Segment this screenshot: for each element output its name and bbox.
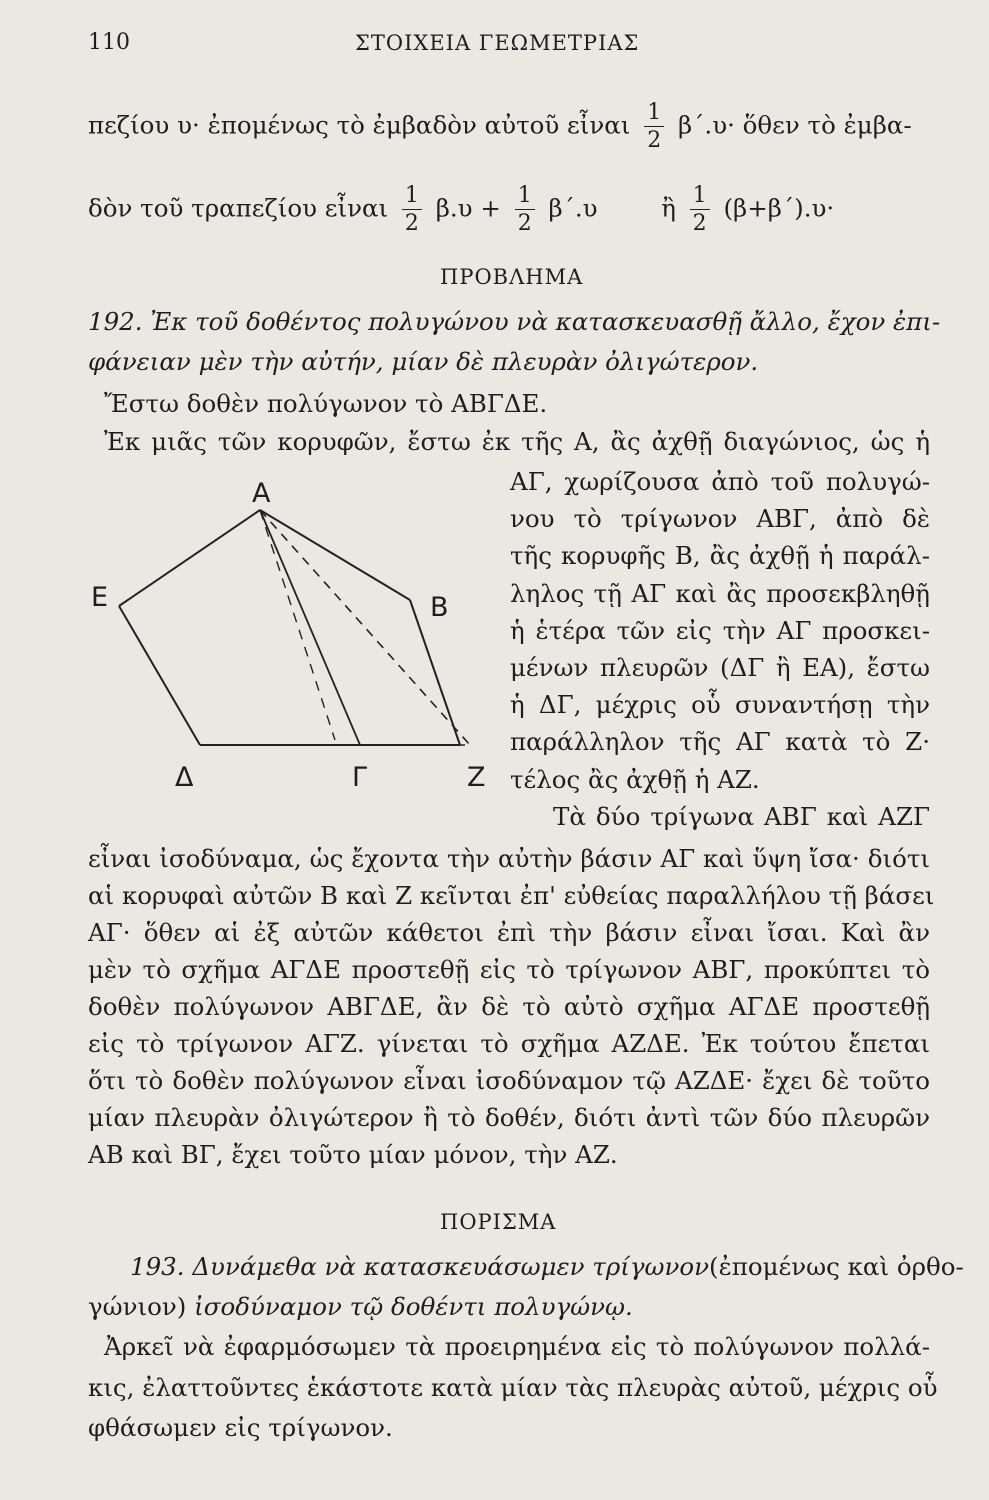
side-text-line: τῆς κορυφῆς Β, ἂς ἀχθῇ ἡ παράλ- [510,541,930,571]
side-ea [119,510,260,606]
corollary-body-line-2: κις, ἐλαττοῦντες ἑκάστοτε κατὰ μίαν τὰς πλευρὰς αὐτοῦ, μέχρις οὗ [88,1373,938,1402]
intro-line-2 [88,185,930,235]
intro-text: β.υ + [435,193,501,223]
intro-text: (β+β΄).υ· [723,193,835,223]
label-a: Α [252,478,271,509]
side-text-line: ἡ ΔΓ, μέχρις οὗ συναντήσῃ τὴν [510,690,930,720]
intro-line-1 [88,102,930,152]
problem-number: 192. [88,307,143,336]
fraction-numerator: 1 [644,102,664,127]
label-b: Β [430,592,449,623]
problem-heading: ΠΡΟΒΛΗΜΑ [440,265,584,289]
fraction [515,185,535,235]
given-line: Ἔστω δοθὲν πολύγωνον τὸ ΑΒΓΔΕ. [104,389,548,418]
fraction-numerator: 1 [515,185,535,210]
proof-line: μὲν τὸ σχῆμα ΑΓΔΕ προστεθῇ εἰς τὸ τρίγωνον ΑΒΓ, προκύπτει τὸ [88,955,930,984]
proof-line: ΑΓ· ὅθεν αἱ ἐξ αὐτῶν κάθετοι ἐπὶ τὴν βάσιν εἶναι ἴσαι. Καὶ ἂν [88,918,930,947]
side-text-line: τέλος ἂς ἀχθῇ ἡ ΑΖ. [510,764,760,794]
side-text-indented: Τὰ δύο τρίγωνα ΑΒΓ καὶ ΑΖΓ [553,801,930,831]
side-text-line: ΑΓ, χωρίζουσα ἀπὸ τοῦ πολυγώ- [510,467,930,496]
side-text-line: μένων πλευρῶν (ΔΓ ἢ ΕΑ), ἔστω [510,653,930,682]
intro-text: ἢ [661,193,676,223]
proof-line: εἰς τὸ τρίγωνον ΑΓΖ. γίνεται τὸ σχῆμα ΑΖΔΕ. Ἐκ τούτου ἔπεται [88,1029,930,1058]
fraction [644,102,664,152]
pentagon-figure [85,478,485,798]
diagonal-ag [260,510,360,745]
fraction-numerator: 1 [402,185,422,210]
side-ab [260,510,410,600]
problem-statement: Ἐκ τοῦ δοθέντος πολυγώνου νὰ κατασκευασθῇ ἄλλο, ἔχον ἐπι- [150,307,941,336]
intro-text: δὸν τοῦ τραπεζίου εἶναι [88,193,389,223]
corollary-statement-tail: (ἐπομένως καὶ ὀρθο- [709,1252,964,1281]
segment-a-d [260,510,335,740]
problem-statement-line-2: φάνειαν μὲν τὴν αὐτήν, μίαν δὲ πλευρὰν ὀλιγώτερον. [88,347,759,376]
corollary-statement-line-2 [88,1292,930,1321]
proof-line: εἶναι ἰσοδύναμα, ὡς ἔχοντα τὴν αὐτὴν βάσιν ΑΓ καὶ ὕψη ἴσα· διότι [88,844,930,873]
fraction-numerator: 1 [690,185,710,210]
fraction [690,185,710,235]
corollary-body-line-3: φθάσωμεν εἰς τρίγωνον. [88,1413,393,1442]
side-text-line: ληλος τῇ ΑΓ καὶ ἂς προσεκβληθῇ [510,578,930,608]
problem-statement-line-1 [88,307,941,336]
fraction-denominator: 2 [692,211,707,236]
segment-az [260,510,470,745]
fraction-denominator: 2 [647,128,662,153]
running-title: ΣΤΟΙΧΕΙΑ ΓΕΩΜΕΤΡΙΑΣ [355,31,640,55]
fraction-denominator: 2 [404,211,419,236]
intro-text: β΄.υ [548,193,598,223]
proof-line: αἱ κορυφαὶ αὐτῶν Β καὶ Ζ κεῖνται ἐπ' εὐθείας παραλλήλου τῇ βάσει [88,881,935,910]
side-text-line: νου τὸ τρίγωνον ΑΒΓ, ἀπὸ δὲ [510,504,930,534]
proof-last-line: ΑΒ καὶ ΒΓ, ἔχει τοῦτο μίαν μόνον, τὴν ΑΖ. [88,1140,618,1169]
page-number: 110 [88,30,130,55]
label-g: Γ [352,762,368,793]
label-d: Δ [175,762,194,793]
corollary-heading: ΠΟΡΙΣΜΑ [440,1210,557,1234]
corollary-statement-upright: γώνιον) [88,1292,187,1321]
proof-line: ὅτι τὸ δοθὲν πολύγωνον εἶναι ἰσοδύναμον τῷ ΑΖΔΕ· ἔχει δὲ τοῦτο [88,1066,930,1095]
fraction [402,185,422,235]
side-de [119,606,200,745]
proof-line: μίαν πλευρὰν ὀλιγώτερον ἢ τὸ δοθέν, διότι ἀντὶ τῶν δύο πλευρῶν [88,1103,930,1132]
side-text-line: ἡ ἑτέρα τῶν εἰς τὴν ΑΓ προσκει- [510,615,930,645]
corollary-statement-italic: ἰσοδύναμον τῷ δοθέντι πολυγώνῳ. [194,1292,633,1321]
construct-first-line: Ἐκ μιᾶς τῶν κορυφῶν, ἔστω ἐκ τῆς Α, ἂς ἀχθῇ διαγώνιος, ὡς ἡ [104,427,930,456]
fraction-denominator: 2 [517,211,532,236]
label-z: Ζ [467,762,485,793]
corollary-statement-line-1 [130,1252,964,1281]
corollary-statement: Δυνάμεθα νὰ κατασκευάσωμεν τρίγωνον [192,1252,710,1281]
label-e: Ε [91,582,109,613]
corollary-body-line-1: Ἀρκεῖ νὰ ἐφαρμόσωμεν τὰ προειρημένα εἰς τὸ πολύγωνον πολλά- [104,1332,930,1361]
side-text-line: παράλληλον τῆς ΑΓ κατὰ τὸ Ζ· [510,727,930,757]
intro-text: β΄.υ· ὅθεν τὸ ἐμβα- [678,110,912,140]
proof-line: δοθὲν πολύγωνον ΑΒΓΔΕ, ἂν δὲ τὸ αὐτὸ σχῆμα ΑΓΔΕ προστεθῇ [88,992,930,1021]
intro-text: πεζίου υ· ἐπομένως τὸ ἐμβαδὸν αὐτοῦ εἶναι [88,110,631,140]
corollary-number: 193. [130,1252,185,1281]
